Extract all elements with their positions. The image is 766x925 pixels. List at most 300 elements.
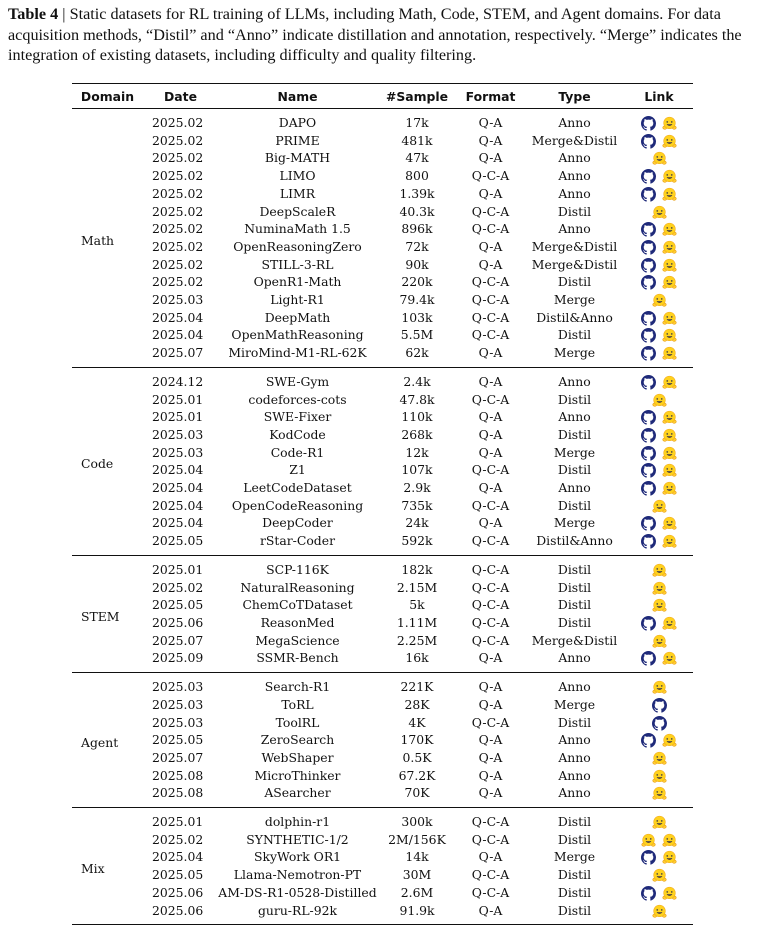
link-cell [625,632,693,650]
date-cell: 2024.12 [152,373,204,389]
type-cell: Anno [558,185,591,201]
date-cell: 2025.04 [152,462,204,478]
sample-cell: 2.25M [396,632,438,648]
github-icon[interactable] [641,375,656,390]
github-icon[interactable] [652,698,667,713]
format-cell: Q-A [478,238,503,254]
table-row [72,767,693,785]
type-cell: Distil [557,274,592,290]
format-cell: Q-C-A [471,632,510,648]
sample-cell: 896k [401,221,433,237]
link-cell [625,344,693,367]
github-icon[interactable] [641,240,656,255]
type-cell: Anno [558,221,591,237]
huggingface-icon[interactable] [662,651,677,666]
link-cell [625,596,693,614]
huggingface-icon[interactable] [662,446,677,461]
name-cell: Code-R1 [270,444,325,460]
date-cell: 2025.03 [152,444,204,460]
name-cell: DeepCoder [262,515,333,531]
name-cell: LeetCodeDataset [243,480,352,496]
github-icon[interactable] [641,886,656,901]
date-cell: 2025.02 [152,185,204,201]
link-cell [625,109,693,132]
huggingface-icon[interactable] [652,786,667,801]
link-cell [625,555,693,578]
sample-cell: 47.8k [399,391,435,407]
format-cell: Q-C-A [471,579,510,595]
name-cell: SYNTHETIC-1/2 [246,831,349,847]
huggingface-icon[interactable] [662,833,677,848]
huggingface-icon[interactable] [652,563,667,578]
type-cell: Anno [558,732,591,748]
sample-cell: 30M [402,867,432,883]
table-row [72,273,693,291]
sample-cell: 481k [401,132,433,148]
header-date: Date [143,84,218,109]
github-icon[interactable] [641,616,656,631]
format-cell: Q-A [478,902,503,918]
huggingface-icon[interactable] [652,598,667,613]
github-icon[interactable] [641,733,656,748]
format-cell: Q-A [478,150,503,166]
sample-cell: 2.6M [400,884,434,900]
link-cell [625,408,693,426]
type-cell: Anno [558,373,591,389]
name-cell: DAPO [278,115,317,130]
table-row [72,579,693,597]
link-cell [625,514,693,532]
link-cell [625,132,693,150]
date-cell: 2025.02 [152,203,204,219]
huggingface-icon[interactable] [662,134,677,149]
table-row [72,109,693,132]
sample-cell: 2M/156K [388,831,446,847]
table-row [72,344,693,367]
name-cell: Llama-Nemotron-PT [233,867,362,883]
type-cell: Distil&Anno [536,533,613,549]
format-cell: Q-A [478,749,503,765]
table-row [72,808,693,831]
table-row [72,555,693,578]
date-cell: 2025.05 [152,597,204,613]
date-cell: 2025.01 [152,391,204,407]
link-cell [625,461,693,479]
sample-cell: 103k [401,309,433,325]
huggingface-icon[interactable] [662,311,677,326]
huggingface-icon[interactable] [641,833,656,848]
sample-cell: 107k [401,462,433,478]
format-cell: Q-A [478,256,503,272]
name-cell: Light-R1 [270,292,325,308]
huggingface-icon[interactable] [652,634,667,649]
table-row [72,391,693,409]
huggingface-icon[interactable] [662,346,677,361]
date-cell: 2025.01 [152,561,204,577]
huggingface-icon[interactable] [662,886,677,901]
format-cell: Q-A [478,409,503,425]
huggingface-icon[interactable] [652,904,667,919]
date-cell: 2025.08 [152,785,204,801]
huggingface-icon[interactable] [662,534,677,549]
sample-cell: 268k [401,426,433,442]
table-row [72,220,693,238]
github-icon[interactable] [641,516,656,531]
github-icon[interactable] [641,328,656,343]
link-cell [625,203,693,221]
sample-cell: 1.39k [399,185,435,201]
table-label: Table 4 [8,5,59,23]
github-icon[interactable] [641,346,656,361]
github-icon[interactable] [641,410,656,425]
table-row [72,532,693,555]
huggingface-icon[interactable] [662,516,677,531]
name-cell: LIMR [279,185,316,201]
table-row [72,256,693,274]
link-cell [625,497,693,515]
table-row [72,831,693,849]
name-cell: LIMO [279,168,316,184]
link-cell [625,238,693,256]
header-row [72,84,693,109]
huggingface-icon[interactable] [652,205,667,220]
type-cell: Merge [553,696,596,712]
type-cell: Merge&Distil [531,238,618,254]
huggingface-icon[interactable] [662,410,677,425]
huggingface-icon[interactable] [662,463,677,478]
name-cell: SSMR-Bench [256,650,339,666]
name-cell: ZeroSearch [260,732,335,748]
type-cell: Distil [557,884,592,900]
domain-cell: Code [81,456,114,471]
link-cell [625,749,693,767]
type-cell: Distil [557,867,592,883]
link-cell [625,649,693,672]
table-row [72,238,693,256]
sample-cell: 2.15M [396,579,438,595]
huggingface-icon[interactable] [662,169,677,184]
sample-cell: 221K [400,679,434,695]
date-cell: 2025.03 [152,426,204,442]
type-cell: Distil [557,614,592,630]
date-cell: 2025.02 [152,168,204,184]
table-row [72,203,693,221]
format-cell: Q-C-A [471,391,510,407]
name-cell: OpenReasoningZero [233,238,362,254]
datasets-table [72,83,693,925]
name-cell: NuminaMath 1.5 [244,221,351,237]
github-icon[interactable] [641,258,656,273]
huggingface-icon[interactable] [652,815,667,830]
github-icon[interactable] [641,187,656,202]
sample-cell: 47k [405,150,429,166]
github-icon[interactable] [641,850,656,865]
date-cell: 2025.02 [152,256,204,272]
header-name: Name [218,84,377,109]
table-row [72,714,693,732]
domain-cell: Mix [81,860,105,876]
table-row [72,596,693,614]
format-cell: Q-C-A [471,327,510,343]
link-cell [625,614,693,632]
table-row [72,731,693,749]
github-icon[interactable] [641,169,656,184]
format-cell: Q-A [478,426,503,442]
domain-cell: Agent [81,734,119,750]
huggingface-icon[interactable] [652,581,667,596]
name-cell: rStar-Coder [259,533,335,549]
table-row [72,632,693,650]
date-cell: 2025.03 [152,679,204,695]
link-cell [625,220,693,238]
format-cell: Q-A [478,515,503,531]
link-cell [625,291,693,309]
format-cell: Q-A [478,679,503,695]
caption-text: Static datasets for RL training of LLMs, including Math, Code, STEM, and Agent domains. For data acquisition methods, “Distil” and “Anno” indicate distillation and annotation, respectively. “Merge” indicates the integration of existing datasets, including difficulty and quality filtering. [8,5,742,64]
github-icon[interactable] [652,716,667,731]
table-row [72,132,693,150]
name-cell: ASearcher [264,785,331,801]
sample-cell: 4K [408,714,426,730]
github-icon[interactable] [641,428,656,443]
format-cell: Q-C-A [471,168,510,184]
format-cell: Q-C-A [471,309,510,325]
table-row [72,649,693,672]
huggingface-icon[interactable] [662,375,677,390]
table-row [72,185,693,203]
format-cell: Q-A [478,185,503,201]
date-cell: 2025.02 [152,115,204,130]
name-cell: PRIME [275,132,320,148]
sample-cell: 70K [404,785,430,801]
date-cell: 2025.02 [152,150,204,166]
format-cell: Q-A [478,132,503,148]
sample-cell: 735k [401,497,433,513]
date-cell: 2025.02 [152,221,204,237]
name-cell: ReasonMed [260,614,335,630]
github-icon[interactable] [641,116,656,131]
name-cell: Z1 [289,462,306,478]
link-cell [625,673,693,696]
format-cell: Q-A [478,785,503,801]
name-cell: codeforces-cots [248,391,347,407]
github-icon[interactable] [641,446,656,461]
date-cell: 2025.03 [152,696,204,712]
format-cell: Q-C-A [471,714,510,730]
format-cell: Q-A [478,480,503,496]
sample-cell: 182k [401,561,433,577]
type-cell: Merge [553,849,596,865]
name-cell: NaturalReasoning [240,579,355,595]
type-cell: Anno [558,767,591,783]
type-cell: Merge&Distil [531,632,618,648]
type-cell: Distil [557,391,592,407]
huggingface-icon[interactable] [652,393,667,408]
sample-cell: 2.4k [403,373,431,389]
date-cell: 2025.04 [152,309,204,325]
github-icon[interactable] [641,134,656,149]
table-row [72,408,693,426]
link-cell [625,256,693,274]
type-cell: Anno [558,679,591,695]
github-icon[interactable] [641,275,656,290]
group-stem [72,555,693,672]
format-cell: Q-C-A [471,561,510,577]
date-cell: 2025.02 [152,274,204,290]
name-cell: ChemCoTDataset [242,597,353,613]
format-cell: Q-C-A [471,867,510,883]
huggingface-icon[interactable] [652,751,667,766]
sample-cell: 110k [401,409,433,425]
name-cell: DeepMath [264,309,331,325]
type-cell: Anno [558,480,591,496]
huggingface-icon[interactable] [652,499,667,514]
huggingface-icon[interactable] [662,187,677,202]
name-cell: SkyWork OR1 [253,849,342,865]
huggingface-icon[interactable] [652,151,667,166]
link-cell [625,808,693,831]
date-cell: 2025.02 [152,132,204,148]
name-cell: dolphin-r1 [264,814,331,830]
sample-cell: 62k [405,345,429,361]
date-cell: 2025.06 [152,884,204,900]
link-cell [625,185,693,203]
huggingface-icon[interactable] [662,616,677,631]
huggingface-icon[interactable] [662,275,677,290]
name-cell: SCP-116K [266,561,329,577]
link-cell [625,579,693,597]
date-cell: 2025.08 [152,767,204,783]
date-cell: 2025.02 [152,831,204,847]
huggingface-icon[interactable] [662,116,677,131]
table-row [72,309,693,327]
type-cell: Distil [557,597,592,613]
table-row [72,149,693,167]
name-cell: OpenMathReasoning [231,327,364,343]
name-cell: OpenR1-Math [253,274,342,290]
github-icon[interactable] [641,481,656,496]
sample-cell: 79.4k [399,292,435,308]
sample-cell: 40.3k [399,203,435,219]
table-row [72,497,693,515]
caption-separator: | [58,5,70,23]
date-cell: 2025.06 [152,614,204,630]
date-cell: 2025.01 [152,409,204,425]
date-cell: 2025.04 [152,497,204,513]
link-cell [625,848,693,866]
name-cell: Big-MATH [264,150,331,166]
huggingface-icon[interactable] [652,868,667,883]
type-cell: Distil [557,497,592,513]
name-cell: SWE-Gym [265,373,330,389]
huggingface-icon[interactable] [662,850,677,865]
huggingface-icon[interactable] [662,733,677,748]
format-cell: Q-A [478,650,503,666]
format-cell: Q-C-A [471,274,510,290]
link-cell [625,426,693,444]
domain-cell: STEM [81,608,120,624]
type-cell: Anno [558,409,591,425]
huggingface-icon[interactable] [662,240,677,255]
date-cell: 2025.07 [152,345,204,361]
huggingface-icon[interactable] [652,680,667,695]
table-row [72,367,693,390]
github-icon[interactable] [641,222,656,237]
table-row [72,866,693,884]
sample-cell: 16k [405,650,429,666]
link-cell [625,902,693,925]
sample-cell: 5k [409,597,425,613]
name-cell: guru-RL-92k [257,902,338,918]
type-cell: Distil&Anno [536,309,613,325]
date-cell: 2025.03 [152,714,204,730]
sample-cell: 592k [401,533,433,549]
huggingface-icon[interactable] [662,481,677,496]
format-cell: Q-C-A [471,462,510,478]
group-math [72,109,693,368]
github-icon[interactable] [641,463,656,478]
header-link: Link [625,84,693,109]
link-cell [625,444,693,462]
table-row [72,514,693,532]
format-cell: Q-C-A [471,814,510,830]
sample-cell: 17k [405,115,429,130]
date-cell: 2025.04 [152,515,204,531]
type-cell: Distil [557,714,592,730]
format-cell: Q-C-A [471,533,510,549]
date-cell: 2025.03 [152,292,204,308]
table-row [72,426,693,444]
type-cell: Distil [557,902,592,918]
github-icon[interactable] [641,651,656,666]
huggingface-icon[interactable] [652,293,667,308]
sample-cell: 28K [404,696,430,712]
link-cell [625,532,693,555]
sample-cell: 800 [405,168,429,184]
format-cell: Q-C-A [471,884,510,900]
date-cell: 2025.02 [152,579,204,595]
domain-cell: Math [81,232,115,248]
github-icon[interactable] [641,534,656,549]
huggingface-icon[interactable] [662,428,677,443]
format-cell: Q-C-A [471,831,510,847]
name-cell: DeepScaleR [259,203,336,219]
type-cell: Merge [553,515,596,531]
huggingface-icon[interactable] [662,328,677,343]
huggingface-icon[interactable] [662,258,677,273]
table-row [72,326,693,344]
format-cell: Q-A [478,373,503,389]
type-cell: Distil [557,426,592,442]
huggingface-icon[interactable] [662,222,677,237]
link-cell [625,479,693,497]
link-cell [625,831,693,849]
format-cell: Q-C-A [471,614,510,630]
link-cell [625,866,693,884]
type-cell: Distil [557,462,592,478]
name-cell: MicroThinker [254,767,341,783]
format-cell: Q-A [478,345,503,361]
table-row [72,749,693,767]
header-format: Format [457,84,524,109]
header-domain: Domain [72,84,143,109]
huggingface-icon[interactable] [652,769,667,784]
name-cell: WebShaper [261,749,334,765]
sample-cell: 300k [401,814,433,830]
github-icon[interactable] [641,311,656,326]
format-cell: Q-A [478,849,503,865]
table-row [72,614,693,632]
